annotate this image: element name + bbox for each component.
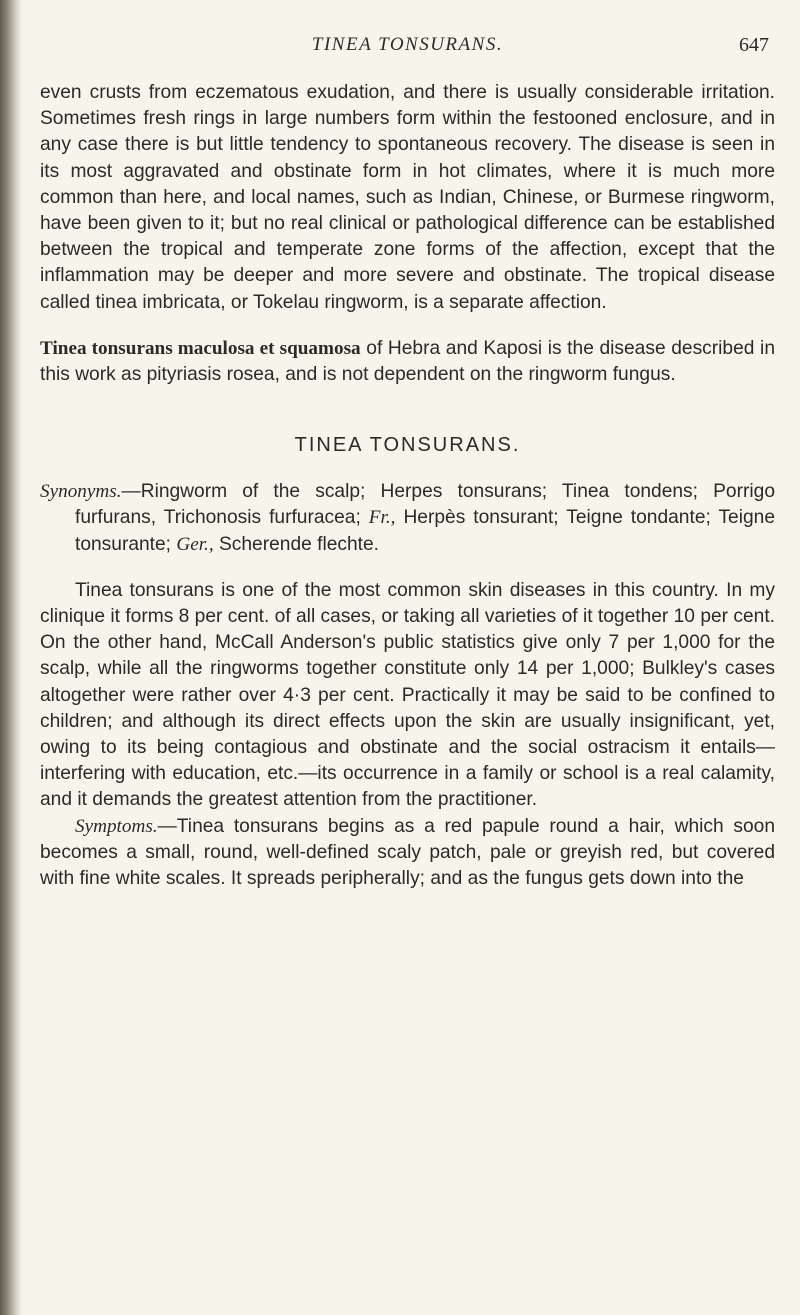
page-number: 647: [739, 34, 769, 56]
synonyms-label: Synonyms.: [40, 481, 122, 503]
synonyms-paragraph: [40, 479, 775, 558]
german-label: Ger.,: [176, 533, 214, 555]
paragraph-symptoms: [40, 814, 775, 893]
paragraph-maculosa: [40, 336, 775, 388]
synonyms-text-c: Scherende flechte.: [213, 533, 379, 555]
symptoms-text: —Tinea tonsurans begins as a red papule round a hair, which soon becomes a small, round, well-defined scaly patch, pale or greyish red, but covered with fine white scales. It spreads peripherally; and as the fungus gets down into the: [40, 815, 775, 890]
running-head: [40, 0, 775, 60]
symptoms-label: Symptoms.: [75, 815, 158, 837]
synonyms-text-a: —Ringworm of the scalp; Herpes tonsurans; Tinea tondens; Porrigo furfurans, Trichonosis furfuracea;: [75, 481, 775, 529]
book-page: [40, 0, 775, 892]
paragraph-continuation: even crusts from eczematous exudation, and there is usually considerable irritation. Sometimes fresh rings in large numbers form within the festooned enclosure, and in any case there is but little tendency to spontaneous recovery. The disease is seen in its most aggravated and obstinate form in hot climates, where it is much more common than here, and local names, such as Indian, Chinese, or Burmese ringworm, have been given to it; but no real clinical or pathological difference can be established between the tropical and temperate zone forms of the affection, except that the inflammation may be deeper and more severe and obstinate. The tropical disease called tinea imbricata, or Tokelau ringworm, is a separate affection.: [40, 82, 775, 313]
paragraph-text: of Hebra and Kaposi is the disease described in this work as pityriasis rosea, and is not dependent on the ringworm fungus.: [40, 337, 775, 386]
running-title: TINEA TONSURANS.: [311, 34, 504, 55]
section-heading: TINEA TONSURANS.: [294, 434, 521, 457]
french-label: Fr.,: [368, 507, 396, 529]
paragraph-frequency: Tinea tonsurans is one of the most common skin diseases in this country. In my clinique it forms 8 per cent. of all cases, or taking all varieties of it together 10 per cent. On the other hand, McCall Anderson's public statistics give only 7 per 1,000 for the scalp, while all the ringworms together constitute only 14 per 1,000; Bulkley's cases altogether were rather over 4·3 per cent. Practically it may be said to be confined to children; and although its direct effects upon the skin are usually insignificant, yet, owing to its being contagious and obstinate and the social ostracism it entails—interfering with education, etc.—its occurrence in a family or school is a real calamity, and it demands the greatest attention from the practitioner.: [40, 579, 775, 811]
page-gutter-shadow: [0, 0, 22, 1315]
bold-term: Tinea tonsurans maculosa et squamosa: [40, 337, 361, 359]
synonyms-text-b: Herpès tonsurant; Teigne tondante; Teigne tonsurante;: [75, 507, 775, 555]
